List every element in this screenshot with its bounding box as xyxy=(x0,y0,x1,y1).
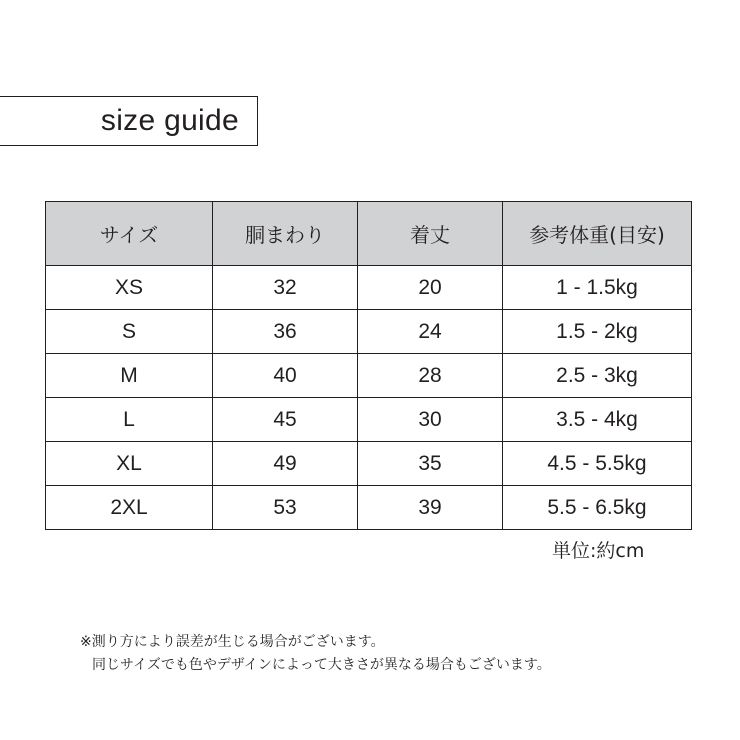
table-cell-length: 20 xyxy=(358,266,503,310)
table-cell-length: 35 xyxy=(358,442,503,486)
table-row xyxy=(46,486,692,530)
column-header-size: サイズ xyxy=(46,202,213,266)
table-cell-size: XL xyxy=(46,442,213,486)
unit-note: 単位:約cm xyxy=(552,540,645,562)
table-row xyxy=(46,266,692,310)
table-cell-weight: 5.5 - 6.5kg xyxy=(503,486,692,530)
table-cell-waist: 40 xyxy=(213,354,358,398)
table-cell-size: S xyxy=(46,310,213,354)
table-cell-weight: 3.5 - 4kg xyxy=(503,398,692,442)
table-cell-waist: 36 xyxy=(213,310,358,354)
title-box xyxy=(0,96,258,146)
table-cell-size: L xyxy=(46,398,213,442)
page-title: size guide xyxy=(100,104,239,137)
table-cell-size: M xyxy=(46,354,213,398)
table-cell-length: 28 xyxy=(358,354,503,398)
column-header-length: 着丈 xyxy=(358,202,503,266)
note-measurement: ※測り方により誤差が生じる場合がございます。 xyxy=(80,634,385,650)
table-row xyxy=(46,354,692,398)
table-cell-weight: 2.5 - 3kg xyxy=(503,354,692,398)
table-row xyxy=(46,442,692,486)
table-cell-weight: 1 - 1.5kg xyxy=(503,266,692,310)
table-cell-waist: 32 xyxy=(213,266,358,310)
table-cell-size: XS xyxy=(46,266,213,310)
table-cell-size: 2XL xyxy=(46,486,213,530)
table-cell-waist: 53 xyxy=(213,486,358,530)
column-header-weight: 参考体重(目安) xyxy=(503,202,692,266)
table-cell-length: 30 xyxy=(358,398,503,442)
table-header-row xyxy=(46,202,692,266)
size-table xyxy=(45,201,692,530)
table-cell-weight: 1.5 - 2kg xyxy=(503,310,692,354)
table-row xyxy=(46,310,692,354)
table-cell-weight: 4.5 - 5.5kg xyxy=(503,442,692,486)
table-cell-waist: 45 xyxy=(213,398,358,442)
table-cell-waist: 49 xyxy=(213,442,358,486)
table-row xyxy=(46,398,692,442)
column-header-waist: 胴まわり xyxy=(213,202,358,266)
table-cell-length: 39 xyxy=(358,486,503,530)
note-size-variation: 同じサイズでも色やデザインによって大きさが異なる場合もございます。 xyxy=(92,657,551,673)
table-cell-length: 24 xyxy=(358,310,503,354)
